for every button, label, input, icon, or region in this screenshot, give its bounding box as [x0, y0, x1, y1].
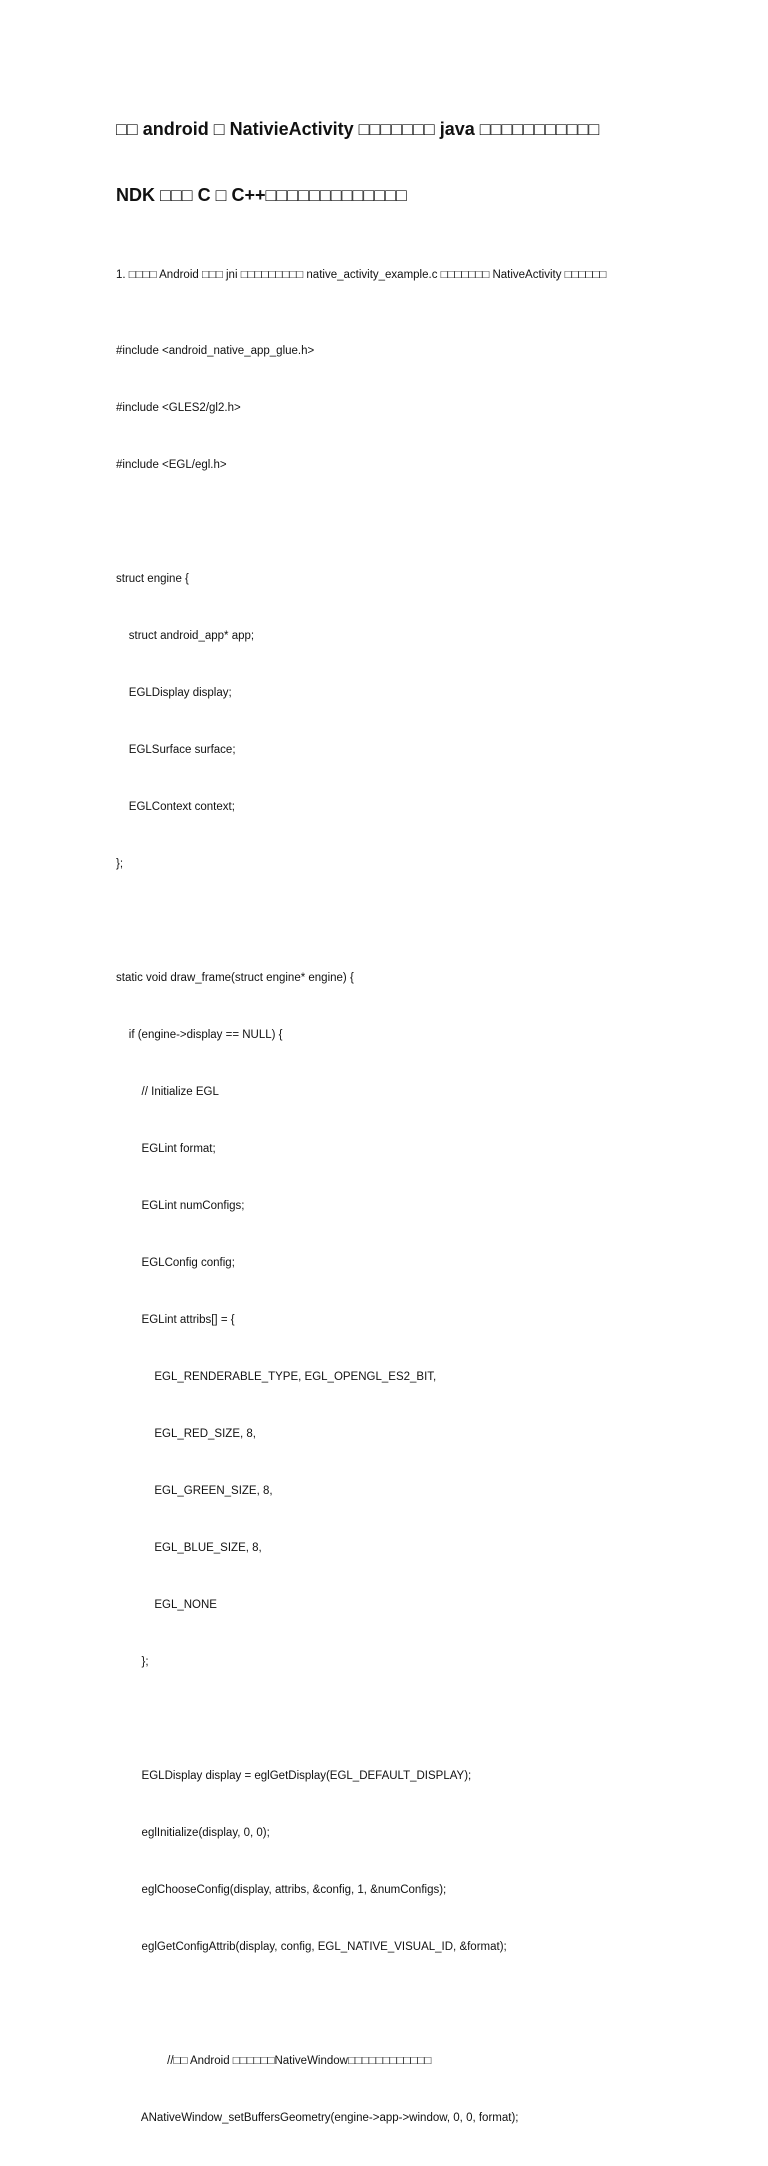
- code-line: #include <android_native_app_glue.h>: [116, 345, 315, 357]
- code-line: EGLint attribs[] = {: [116, 1314, 235, 1326]
- code-line: eglInitialize(display, 0, 0);: [116, 1827, 270, 1839]
- code-line: ANativeWindow_setBuffersGeometry(engine->app->window, 0, 0, format);: [116, 2112, 519, 2124]
- code-line: eglGetConfigAttrib(display, config, EGL_NATIVE_VISUAL_ID, &format);: [116, 1941, 507, 1953]
- code-line: EGLDisplay display = eglGetDisplay(EGL_DEFAULT_DISPLAY);: [116, 1770, 472, 1782]
- code-line: };: [116, 858, 124, 870]
- code-line: EGL_NONE: [116, 1599, 217, 1611]
- code-line: EGLDisplay display;: [116, 687, 232, 699]
- document-title-line-2: NDK □□□ C □ C++□□□□□□□□□□□□□: [116, 185, 407, 205]
- code-line: [116, 912, 518, 931]
- code-line: [116, 1710, 518, 1729]
- code-line: //□□ Android □□□□□□NativeWindow□□□□□□□□□□□□: [116, 2055, 432, 2067]
- code-line: static void draw_frame(struct engine* engine) {: [116, 972, 354, 984]
- code-line: [116, 1995, 518, 2014]
- code-line: EGL_GREEN_SIZE, 8,: [116, 1485, 273, 1497]
- code-line: EGL_BLUE_SIZE, 8,: [116, 1542, 262, 1554]
- code-line: EGLConfig config;: [116, 1257, 235, 1269]
- document-title-line-1: □□ android □ NativieActivity □□□□□□□ java □□□□□□□□□□□: [116, 119, 600, 139]
- code-line: EGLSurface surface;: [116, 744, 236, 756]
- code-line: EGL_RED_SIZE, 8,: [116, 1428, 256, 1440]
- code-line: if (engine->display == NULL) {: [116, 1029, 283, 1041]
- code-block: [116, 304, 518, 2166]
- code-line: EGLint format;: [116, 1143, 216, 1155]
- code-line: struct android_app* app;: [116, 630, 255, 642]
- code-line: EGLContext context;: [116, 801, 235, 813]
- code-line: struct engine {: [116, 573, 189, 585]
- code-line: #include <EGL/egl.h>: [116, 459, 227, 471]
- code-line: EGLint numConfigs;: [116, 1200, 245, 1212]
- code-line: #include <GLES2/gl2.h>: [116, 402, 241, 414]
- code-line: // Initialize EGL: [116, 1086, 219, 1098]
- code-line: EGL_RENDERABLE_TYPE, EGL_OPENGL_ES2_BIT,: [116, 1371, 437, 1383]
- code-line: eglChooseConfig(display, attribs, &config, 1, &numConfigs);: [116, 1884, 447, 1896]
- code-line: };: [116, 1656, 149, 1668]
- code-line: [116, 513, 518, 532]
- intro-paragraph: 1. □□□□ Android □□□ jni □□□□□□□□□ native_activity_example.c □□□□□□□ NativeActivity □□□□□□: [116, 269, 607, 281]
